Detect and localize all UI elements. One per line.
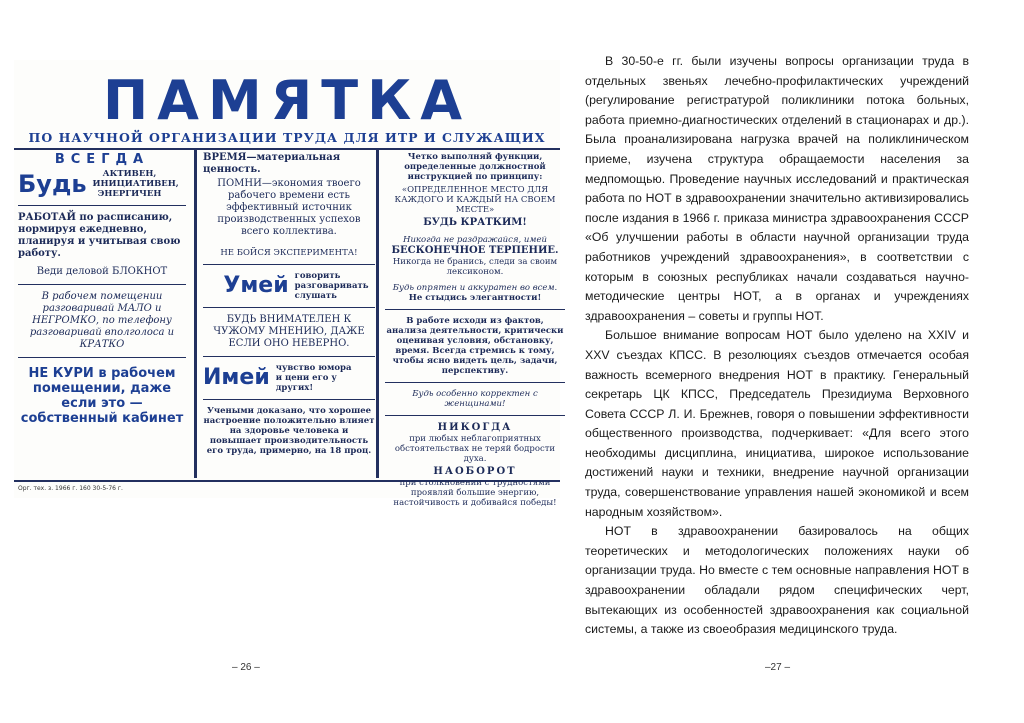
poster-never-irritate: Никогда не раздражайся, имей — [403, 235, 547, 245]
poster-umey-text: говорить разговаривать слушать — [294, 271, 369, 301]
poster-column-3 — [376, 150, 565, 508]
page-number-left: – 26 – — [232, 662, 260, 673]
poster-notebook: Веди деловой БЛОКНОТ — [36, 266, 168, 277]
poster-attentive: БУДЬ ВНИМАТЕЛЕН К ЧУЖОМУ МНЕНИЮ, ДАЖЕ ЕСЛИ ОНО НЕВЕРНО. — [213, 314, 365, 349]
poster-opposite: НАОБОРОТ — [433, 466, 517, 477]
poster-time: ВРЕМЯ—материальная ценность. — [203, 152, 341, 175]
poster-imey-text: чувство юмора и цени его у других! — [275, 363, 352, 393]
paragraph-1: В 30-50-е гг. были изучены вопросы организации труда в отдельных звеньях лечебно-профилактических учреждений (регулирование регистратурой поликлиники потока больных, работа приемно-диагностических отделений в стационарах и др.). Была проанализирована нагрузка врачей на поликлиническом приеме, изучена структура обращаемости населения за медпомощью. Проведение научных исследований и практическая работа по НОТ в здравоохранении значительно активизировались после издания в 1966 г. приказа министра здравоохранения СССР «Об улучшении работы в области научной организации труда работников учреждений здравоохранения», в соответствии с которым в союзных республиках начали создаваться научно-методические центры НОТ, а в органах и учреждениях здравоохранения – советы и группы НОТ. — [585, 54, 969, 323]
poster-column-1 — [18, 150, 186, 478]
poster-work-text: РАБОТАЙ по расписанию, нормируя ежедневно, планируя и учитывая свою работу. — [18, 212, 181, 259]
poster-bud-qualities: АКТИВЕН, ИНИЦИАТИВЕН, ЭНЕРГИЧЕН — [92, 169, 179, 199]
poster-brief: БУДЬ КРАТКИМ! — [423, 217, 527, 228]
poster-duty: Четко выполняй функции, определенные должностной инструкцией по принципу: — [404, 152, 546, 182]
poster-remember: ПОМНИ—экономия твоего рабочего времени есть эффективный источник производственных успехов всего коллектива. — [217, 178, 361, 237]
poster-women: Будь особенно корректен с женщинами! — [412, 389, 538, 409]
poster-tidy: Будь опрятен и аккуратен во всем. — [392, 283, 558, 293]
poster-room-text: В рабочем помещении разговаривай МАЛО и НЕГРОМКО, по телефону разговаривай вполголоса и КРАТКО — [29, 291, 175, 350]
poster-imey: Имей — [203, 365, 270, 390]
poster-never: НИКОГДА — [437, 422, 513, 433]
text-column — [585, 52, 969, 640]
poster-patience: БЕСКОНЕЧНОЕ ТЕРПЕНИЕ. — [391, 245, 559, 256]
poster-bud: Будь — [18, 170, 87, 198]
paragraph-2: Большое внимание вопросам НОТ было уделено на XXIV и XXV съездах КПСС. В резолюциях съездов отмечается особая важность всемерного внедрения НОТ в практику. Генеральный секретарь ЦК КПСС, Председатель Президиума Верховного Совета СССР Л. И. Брежнев, говоря о повышении эффективности общественного производства, подчеркивает: «Для всего этого необходимы дисциплина, инициатива, широкое использование достижений науки и техники, внедрение научной организации труда, совершенствование управления нашей экономикой и всем народным хозяйством». — [585, 328, 969, 519]
poster-patience2: Никогда не бранись, следи за своим лексиконом. — [392, 257, 558, 277]
poster-never-text: при любых неблагоприятных обстоятельствах не теряй бодрости духа. — [394, 434, 556, 464]
poster-opposite-text: при столкновении с трудностями проявляй большие энергию, настойчивость и добивайся победы! — [393, 478, 557, 508]
poster-image — [14, 60, 564, 508]
poster-science: Учеными доказано, что хорошее настроение положительно влияет на здоровье человека и повышает производительность его труда, примерно, на 18 проц. — [203, 406, 375, 456]
poster-experiment: НЕ БОЙСЯ ЭКСПЕРИМЕНТА! — [220, 248, 358, 258]
poster-subtitle: ПО НАУЧНОЙ ОРГАНИЗАЦИИ ТРУДА ДЛЯ ИТР И СЛУЖАЩИХ — [28, 130, 546, 145]
poster-title: ПАМЯТКА — [102, 69, 472, 132]
poster-facts: В работе исходи из фактов, анализа деятельности, критически оценивая условия, обстановку, время. Всегда стремись к тому, чтобы ясно видеть цель, задачи, перспективу. — [386, 316, 564, 376]
poster-footnote: Орг. тех. з. 1966 г. 160 30-5-76 г. — [18, 485, 123, 492]
poster-principle: «ОПРЕДЕЛЕННОЕ МЕСТО ДЛЯ КАЖДОГО И КАЖДЫЙ НА СВОЕМ МЕСТЕ» — [394, 185, 556, 215]
poster-umey: Умей — [223, 273, 289, 298]
page-number-right: –27 – — [765, 662, 791, 673]
poster-vsegda: ВСЕГДА — [54, 152, 150, 167]
poster-nosmoke: НЕ КУРИ в рабочем помещении, даже если это — собственный кабинет — [20, 366, 184, 426]
poster-column-2 — [194, 150, 375, 478]
paragraph-3: НОТ в здравоохранении базировалось на общих теоретических и методологических положениях науки об организации труда. Но вместе с тем основные направления НОТ в здравоохранении обладали рядом специфических черт, вытекающих из особенностей здравоохранения как социальной системы, а также из своеобразия медицинского труда. — [585, 524, 969, 637]
poster-elegance: Не стыдись элегантности! — [408, 293, 542, 303]
